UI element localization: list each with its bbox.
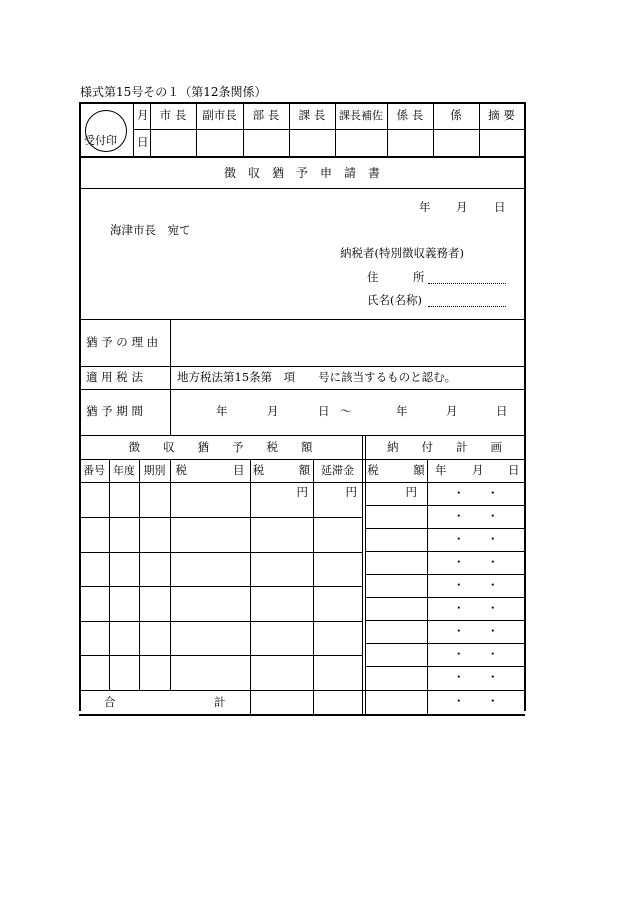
plan-dot: ・ <box>487 647 499 661</box>
yen-late-fee: 円 <box>345 485 357 499</box>
reason-label: 猶 予 の 理 由 <box>86 335 159 349</box>
col-plan-day: 日 <box>508 463 520 477</box>
yen-tax-amount: 円 <box>296 485 308 499</box>
plan-dot: ・ <box>453 601 465 615</box>
month-label: 月 <box>137 108 149 122</box>
period-tilde: ～ <box>340 404 352 418</box>
law-label: 適 用 税 法 <box>86 370 143 384</box>
period-to-year: 年 <box>396 404 408 418</box>
plan-dot: ・ <box>487 486 499 500</box>
approval-director: 部 長 <box>252 108 280 122</box>
period-to-month: 月 <box>446 404 458 418</box>
approval-remarks: 摘 要 <box>488 108 515 122</box>
approval-mayor: 市 長 <box>159 108 187 122</box>
address-field[interactable] <box>428 283 506 284</box>
approval-section-chief: 課 長 <box>298 108 326 122</box>
plan-dot: ・ <box>487 555 499 569</box>
section-deferred-tax: 徴 収 猶 予 税 額 <box>128 440 313 454</box>
period-to-day: 日 <box>496 404 508 418</box>
col-plan-year: 年 <box>435 463 447 477</box>
plan-dot: ・ <box>487 624 499 638</box>
col-number: 番号 <box>83 464 105 477</box>
reason-field[interactable] <box>171 320 524 365</box>
period-from-day: 日 <box>318 404 330 418</box>
date-month: 月 <box>456 200 468 214</box>
total-label-left: 合 <box>104 695 116 709</box>
plan-dot: ・ <box>487 532 499 546</box>
plan-dot: ・ <box>487 578 499 592</box>
plan-dot: ・ <box>453 670 465 684</box>
section-payment-plan: 納 付 計 画 <box>387 440 502 454</box>
address-label: 住 所 <box>367 270 425 284</box>
col-fiscal-year: 年度 <box>113 464 135 477</box>
plan-dot: ・ <box>453 555 465 569</box>
col-plan-tax-amount: 税 額 <box>367 463 425 477</box>
col-late-fee: 延滞金 <box>321 464 354 477</box>
name-label: 氏名(名称) <box>367 293 422 307</box>
plan-dot: ・ <box>453 694 465 708</box>
day-label: 日 <box>137 135 149 149</box>
approval-deputy-chief: 課長補佐 <box>339 109 383 122</box>
period-from-month: 月 <box>267 404 279 418</box>
plan-dot: ・ <box>487 601 499 615</box>
plan-dot: ・ <box>487 670 499 684</box>
plan-dot: ・ <box>487 694 499 708</box>
plan-dot: ・ <box>453 624 465 638</box>
period-label: 猶 予 期 間 <box>86 404 143 418</box>
plan-dot: ・ <box>453 578 465 592</box>
period-from-year: 年 <box>216 404 228 418</box>
stamp-label: 受付印 <box>84 134 117 147</box>
date-year: 年 <box>419 200 431 214</box>
addressee: 海津市長 宛て <box>110 223 191 237</box>
date-day: 日 <box>494 200 506 214</box>
col-period: 期別 <box>143 464 166 477</box>
approval-staff: 係 <box>450 108 462 122</box>
law-text: 地方税法第15条第 項 号に該当するものと認む。 <box>177 370 457 384</box>
col-tax-amount: 税 額 <box>252 463 311 477</box>
plan-dot: ・ <box>453 647 465 661</box>
name-field[interactable] <box>428 306 506 307</box>
form-id: 様式第15号その１（第12条関係） <box>80 85 267 99</box>
approval-subsection-chief: 係 長 <box>396 108 424 122</box>
approval-vice-mayor: 副市長 <box>202 108 237 122</box>
plan-dot: ・ <box>487 509 499 523</box>
plan-dot: ・ <box>453 486 465 500</box>
document-title: 徴 収 猶 予 申 請 書 <box>223 166 380 180</box>
taxpayer-label: 納税者(特別徴収義務者) <box>340 246 464 260</box>
yen-plan-tax: 円 <box>405 485 417 499</box>
col-tax-item: 税 目 <box>175 463 245 477</box>
total-label-right: 計 <box>214 695 226 709</box>
plan-dot: ・ <box>453 532 465 546</box>
col-plan-month: 月 <box>472 463 484 477</box>
plan-dot: ・ <box>453 509 465 523</box>
